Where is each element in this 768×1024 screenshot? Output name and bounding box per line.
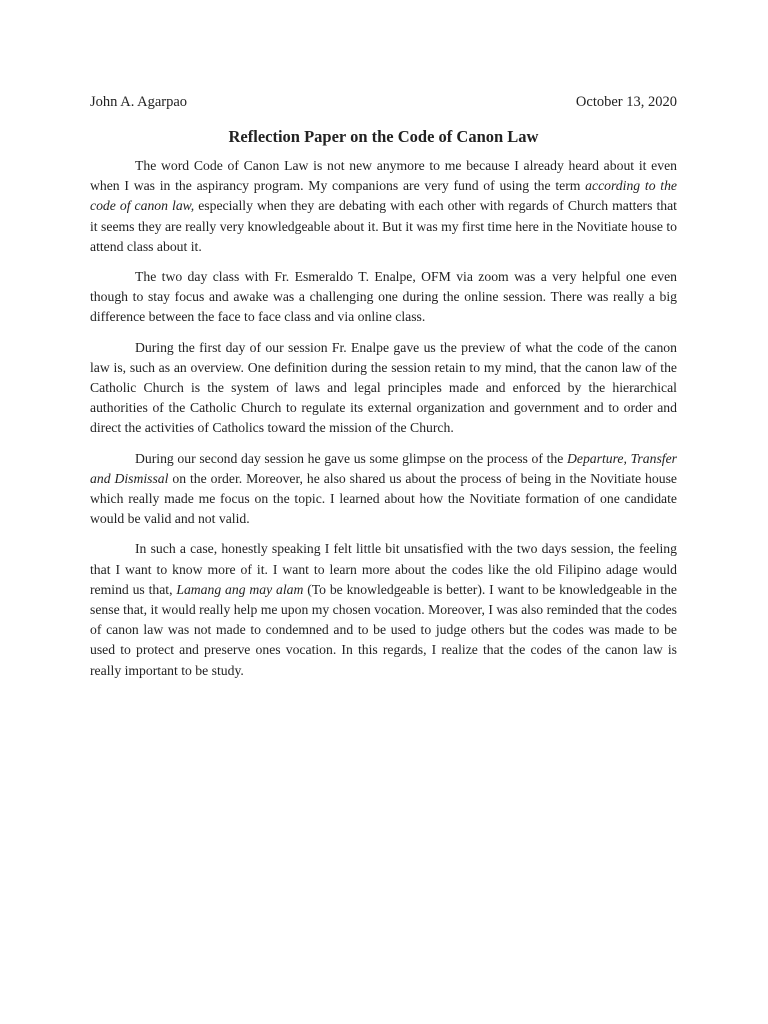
- paragraph-4-italic: Departure, Transfer and Dismissal: [90, 450, 677, 486]
- paragraph-5-italic: Lamang ang may alam: [176, 581, 304, 597]
- paragraph-2: The two day class with Fr. Esmeraldo T. Enalpe, OFM via zoom was a very helpful one even though to stay focus and awake was a challenging one during the online session. There was really a big difference between the face to face class and via online class.: [90, 269, 677, 325]
- paragraph-3: During the first day of our session Fr. Enalpe gave us the preview of what the code of the canon law is, such as an overview. One definition during the session retain to my mind, that the canon law of the Catholic Church is the system of laws and legal principles made and enforced by the hierarchical authorities of the Catholic Church to regulate its external organization and government and to order and direct the activities of Catholics toward the mission of the Church.: [90, 339, 677, 436]
- paragraph-4: [90, 449, 677, 530]
- paragraph-5-text-b: (To be knowledgeable is better). I want to be knowledgeable in the sense that, it would really help me upon my chosen vocation. Moreover, I was also reminded that the codes of canon law was not made to condemned and to be used to judge others but the codes was made to be used to protect and preserve ones vocation. In this regards, I realize that the codes of the canon law is really important to be study.: [90, 581, 677, 678]
- paragraph-1-text-a: The word Code of Canon Law is not new anymore to me because I already heard about it even when I was in the aspirancy program. My companions are very fund of using the term: [90, 158, 677, 194]
- paragraph-5-text-a: In such a case, honestly speaking I felt little bit unsatisfied with the two days session, the feeling that I want to know more of it. I want to learn more about the codes like the old Filipino adage would remind us that,: [90, 541, 677, 597]
- paragraph-1: [90, 156, 677, 257]
- document-title: Reflection Paper on the Code of Canon Law: [228, 127, 539, 146]
- paragraph-1-italic: according to the code of canon law,: [90, 178, 678, 214]
- paragraph-4-text-b: on the order. Moreover, he also shared us about the process of being in the Novitiate house which really made me focus on the topic. I learned about how the Novitiate formation of one candidate would be valid and not valid.: [90, 470, 677, 527]
- document-page: [90, 92, 677, 691]
- paragraph-1-text-b: especially when they are debating with each other with regards of Church matters that it seems they are really very knowledgeable about it. But it was my first time here in the Novitiate house to attend class about it.: [90, 198, 677, 254]
- author-name: John A. Agarpao: [90, 94, 188, 110]
- paragraph-4-text-a: During our second day session he gave us some glimpse on the process of the: [135, 450, 567, 466]
- document-date: October 13, 2020: [575, 94, 677, 110]
- paragraph-5: [90, 539, 677, 680]
- document-header: [90, 92, 677, 112]
